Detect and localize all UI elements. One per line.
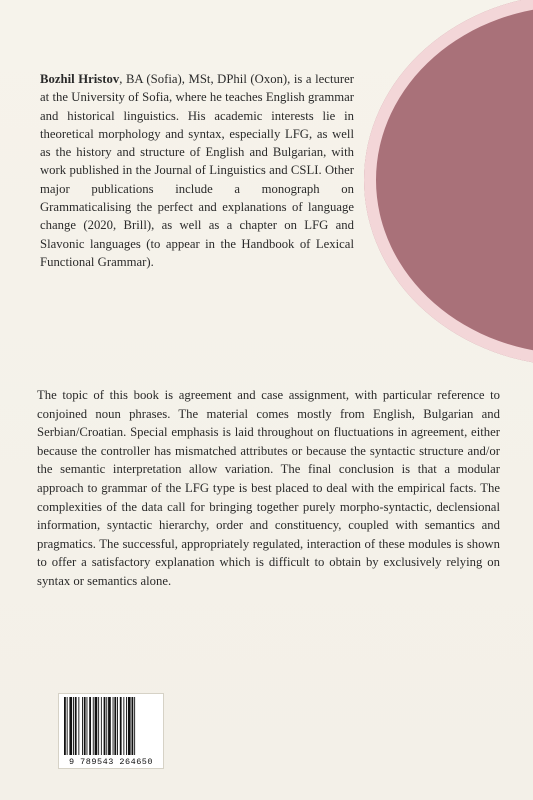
decorative-circle <box>364 0 533 366</box>
author-name: Bozhil Hristov <box>40 72 120 86</box>
barcode-bars <box>62 697 160 755</box>
isbn-digits: 9 789543 264650 <box>68 757 153 767</box>
author-bio <box>40 70 354 271</box>
book-description: The topic of this book is agreement and case assignment, with particular reference to conjoined noun phrases. The material comes mostly from English, Bulgarian and Serbian/Croatian. Special emphasis is laid throughout on fluctuations in agreement, either because the controller has mismatched attributes or because the syntactic structure and/or the semantic interpretation allow variation. The final conclusion is that a modular approach to grammar of the LFG type is best placed to deal with the empirical facts. The complexities of the data call for bringing together purely morpho-syntactic, declensional information, syntactic hierarchy, order and constituency, coupled with semantics and pragmatics. The successful, appropriately regulated, interaction of these modules is shown to offer a satisfactory explanation which is difficult to obtain by exclusively relying on syntax or semantics alone. <box>37 388 500 588</box>
isbn-barcode <box>58 693 164 769</box>
author-bio-text: , BA (Sofia), MSt, DPhil (Oxon), is a lecturer at the University of Sofia, where he teaches English grammar and historical linguistics. His academic interests lie in theoretical morphology and syntax, especially LFG, as well as the history and structure of English and Bulgarian, with work published in the Journal of Linguistics and CSLI. Other major publications include a monograph on Grammaticalising the perfect and explanations of language change (2020, Brill), as well as a chapter on LFG and Slavonic languages (to appear in the Handbook of Lexical Functional Grammar). <box>40 72 355 269</box>
